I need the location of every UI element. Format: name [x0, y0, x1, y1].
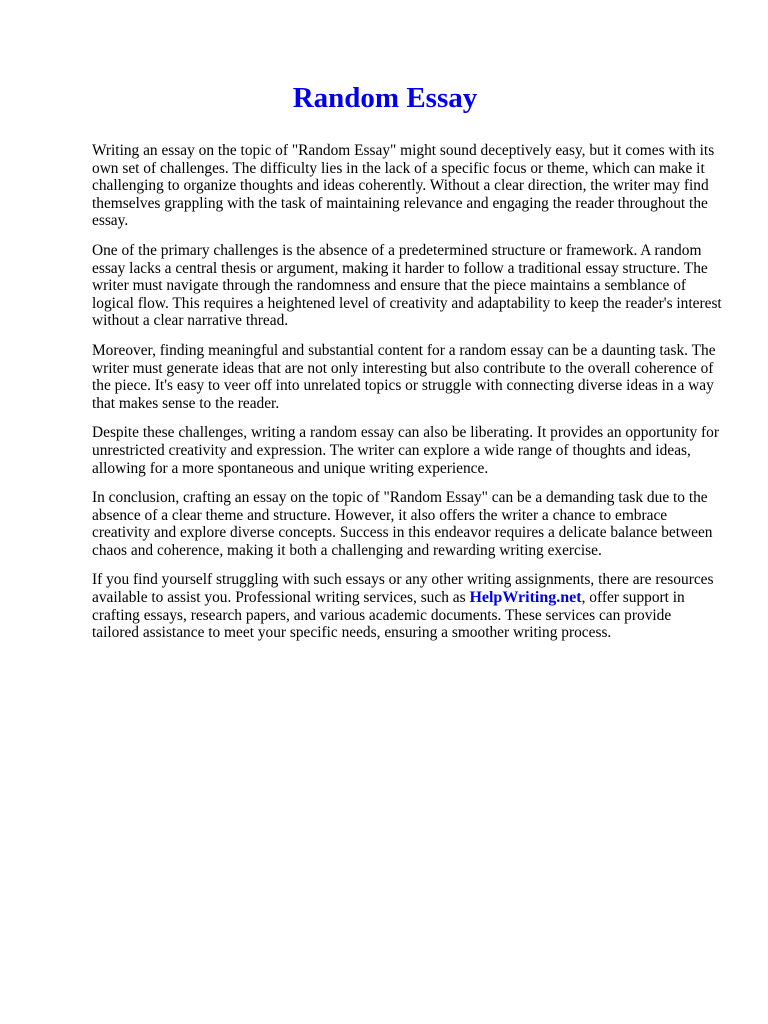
- paragraph-1: Writing an essay on the topic of "Random Essay" might sound deceptively easy, but it comes with its own set of challenges. The difficulty lies in the lack of a specific focus or theme, which can make it challenging to organize thoughts and ideas coherently. Without a clear direction, the writer may find themselves grappling with the task of maintaining relevance and engaging the reader throughout the essay.: [92, 142, 715, 230]
- paragraph-6: [92, 571, 722, 641]
- paragraph-6-text-after-link: , offer support in crafting essays, research papers, and various academic documents. These services can provide tailored assistance to meet your specific needs, ensuring a smoother writing process.: [92, 589, 685, 642]
- paragraph-3: Moreover, finding meaningful and substantial content for a random essay can be a daunting task. The writer must generate ideas that are not only interesting but also contribute to the overall coherence of the piece. It's easy to veer off into unrelated topics or struggle with connecting diverse ideas in a way that makes sense to the reader.: [92, 341, 716, 412]
- page-title: Random Essay: [292, 82, 478, 114]
- paragraph-6-text-before-link: If you find yourself struggling with such essays or any other writing assignments, there are resources available to assist you. Professional writing services, such as: [92, 571, 714, 607]
- paragraph-2: One of the primary challenges is the absence of a predetermined structure or framework. A random essay lacks a central thesis or argument, making it harder to follow a traditional essay structure. The writer must navigate through the randomness and ensure that the piece maintains a semblance of logical flow. This requires a heightened level of creativity and adaptability to keep the reader's interest without a clear narrative thread.: [92, 241, 722, 330]
- paragraph-5: In conclusion, crafting an essay on the topic of "Random Essay" can be a demanding task due to the absence of a clear theme and structure. However, it also offers the writer a chance to embrace creativity and explore diverse concepts. Success in this endeavor requires a delicate balance between chaos and coherence, making it both a challenging and rewarding writing exercise.: [92, 489, 713, 559]
- paragraph-4: Despite these challenges, writing a random essay can also be liberating. It provides an opportunity for unrestricted creativity and expression. The writer can explore a wide range of thoughts and ideas, allowing for a more spontaneous and unique writing experience.: [92, 424, 719, 477]
- helpwriting-link[interactable]: HelpWriting.net: [469, 589, 582, 607]
